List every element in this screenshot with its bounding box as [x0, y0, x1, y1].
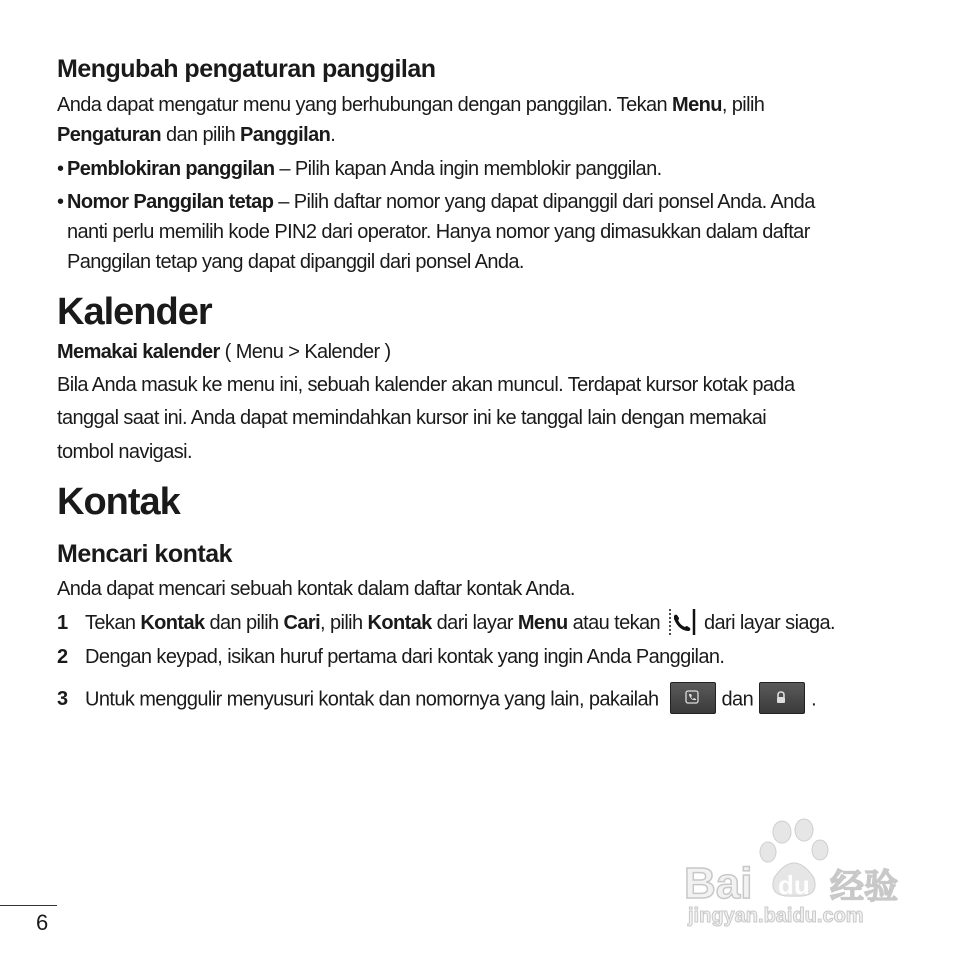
step-2 — [57, 642, 724, 672]
bullet-text: – Pilih kapan Anda ingin memblokir panggilan. — [274, 158, 662, 180]
step-text: Tekan — [85, 612, 141, 634]
step-number: 2 — [57, 646, 68, 668]
step-text: dan pilih — [204, 612, 284, 634]
intro-text: , pilih — [721, 94, 765, 116]
svg-text:jingyan.baidu.com: jingyan.baidu.com — [688, 905, 864, 927]
bullet-continuation: nanti perlu memilih kode PIN2 dari operator. Hanya nomor yang dimasukkan dalam daftar — [67, 221, 810, 243]
kalender-subtitle — [57, 337, 391, 367]
svg-text:du: du — [778, 870, 810, 900]
bullet-pemblokiran — [57, 154, 662, 184]
kontak-subtitle: Mencari kontak — [57, 540, 233, 568]
step-text: , pilih — [320, 612, 368, 634]
step-number: 3 — [57, 688, 68, 711]
intro-text: Anda dapat mengatur menu yang berhubungan dengan panggilan. Tekan — [57, 94, 673, 116]
step-bold: Kontak — [140, 612, 205, 634]
bullet-dot: • — [57, 191, 64, 213]
section-intro-line2 — [57, 120, 335, 150]
step-bold: Cari — [283, 612, 321, 634]
lock-key-icon — [759, 682, 805, 714]
step-text: dan — [721, 688, 754, 711]
bullet-bold: Pemblokiran panggilan — [67, 158, 275, 180]
step-text: dari layar siaga. — [699, 612, 835, 634]
kalender-body-line: tanggal saat ini. Anda dapat memindahkan kursor ini ke tanggal lain dengan memakai — [57, 407, 767, 429]
baidu-paw-icon — [682, 818, 910, 928]
step-bold: Kontak — [367, 612, 432, 634]
bullet-dot: • — [57, 158, 64, 180]
step-text: dari layar — [431, 612, 518, 634]
contacts-key-icon — [670, 682, 716, 714]
kontak-title: Kontak — [57, 481, 180, 523]
call-key-icon — [667, 607, 697, 637]
intro-text: . — [330, 124, 336, 146]
intro-panggilan-bold: Panggilan — [240, 124, 331, 146]
section-intro-line1 — [57, 90, 764, 120]
bullet-continuation: Panggilan tetap yang dapat dipanggil dari ponsel Anda. — [67, 251, 524, 273]
step-1 — [57, 608, 835, 639]
step-text: Untuk menggulir menyusuri kontak dan nomornya yang lain, pakailah — [85, 688, 664, 711]
page-number: 6 — [36, 910, 49, 935]
step-number: 1 — [57, 612, 68, 634]
kontak-intro: Anda dapat mencari sebuah kontak dalam daftar kontak Anda. — [57, 578, 575, 600]
bullet-nomor-tetap — [57, 187, 815, 217]
intro-menu-bold: Menu — [672, 94, 722, 116]
page-rule — [0, 905, 57, 906]
kalender-menu-path: ( Menu > Kalender ) — [219, 341, 391, 363]
step-bold: Menu — [517, 612, 568, 634]
kalender-body-line: tombol navigasi. — [57, 441, 192, 463]
step-text: . — [811, 688, 817, 711]
bullet-bold: Nomor Panggilan tetap — [67, 191, 274, 213]
bullet-text: – Pilih daftar nomor yang dapat dipanggil dari ponsel Anda. Anda — [273, 191, 815, 213]
section-title: Mengubah pengaturan panggilan — [57, 55, 436, 83]
intro-text: dan pilih — [161, 124, 241, 146]
step-text: atau tekan — [567, 612, 666, 634]
step-3 — [57, 684, 816, 716]
intro-pengaturan-bold: Pengaturan — [57, 124, 162, 146]
kalender-title: Kalender — [57, 291, 212, 333]
kalender-sub-bold: Memakai kalender — [57, 341, 220, 363]
svg-text:经验: 经验 — [830, 867, 898, 907]
svg-text:Bai: Bai — [684, 859, 753, 908]
kalender-body-line: Bila Anda masuk ke menu ini, sebuah kalender akan muncul. Terdapat kursor kotak pada — [57, 374, 795, 396]
baidu-watermark — [682, 818, 910, 928]
step-text: Dengan keypad, isikan huruf pertama dari kontak yang ingin Anda Panggilan. — [85, 646, 725, 668]
